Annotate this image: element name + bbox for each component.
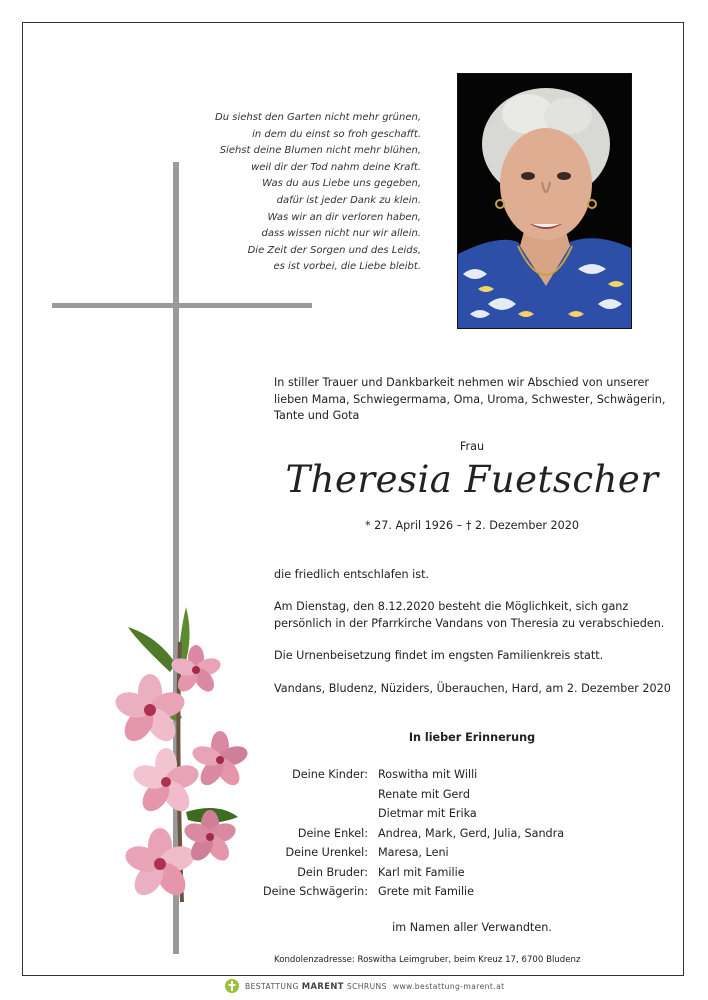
family-role: Deine Kinder: (292, 768, 368, 782)
signoff: im Namen aller Verwandten. (392, 921, 552, 934)
poem-line: weil dir der Tod nahm deine Kraft. (251, 161, 421, 173)
footer-town: SCHRUNS (346, 981, 387, 991)
paragraph-passed: die friedlich entschlafen ist. (274, 568, 430, 581)
family-role: Dein Bruder: (297, 865, 368, 879)
salutation: Frau (459, 440, 485, 453)
blossom (122, 828, 198, 901)
family-names: Karl mit Familie (378, 865, 465, 879)
poem-line: Du siehst den Garten nicht mehr grünen, (215, 112, 421, 123)
poem (195, 110, 421, 276)
footer (224, 976, 505, 996)
family-role: Deine Urenkel: (285, 846, 368, 860)
poem-line: dafür ist jeder Dank zu klein. (276, 194, 421, 206)
poem-line: Die Zeit der Sorgen und des Leids, (247, 244, 421, 256)
poem-line: in dem du einst so froh geschafft. (252, 128, 421, 140)
poem-line: Was du aus Liebe uns gegeben, (262, 178, 421, 190)
portrait-photo (457, 73, 632, 329)
footer-prefix: BESTATTUNG (245, 981, 299, 991)
poem-line: Siehst deine Blumen nicht mehr blühen, (219, 145, 421, 157)
family-names: Dietmar mit Erika (378, 807, 477, 821)
blossom (190, 731, 250, 789)
poem-line: Was wir an dir verloren haben, (267, 211, 421, 223)
blossom-branch-icon (108, 602, 258, 912)
paragraph-place-date: Vandans, Bludenz, Nüziders, Überauchen, Hard, am 2. Dezember 2020 (274, 682, 671, 695)
condolence-address: Kondolenzadresse: Roswitha Leimgruber, beim Kreuz 17, 6700 Bludenz (274, 955, 581, 965)
blossom (130, 748, 201, 816)
memory-heading: In lieber Erinnerung (408, 731, 536, 744)
family-names: Andrea, Mark, Gerd, Julia, Sandra (378, 826, 565, 840)
family-names: Roswitha mit Willi (378, 768, 478, 782)
funeral-home-logo-icon (224, 978, 240, 994)
deceased-name: Theresia Fuetscher (285, 458, 659, 501)
family-role: Deine Schwägerin: (262, 885, 368, 899)
footer-url[interactable]: www.bestattung-marent.at (392, 981, 505, 991)
cross-horizontal-beam (52, 303, 312, 308)
family-names: Maresa, Leni (378, 846, 449, 860)
family-names: Grete mit Familie (378, 885, 475, 899)
family-role: Deine Enkel: (297, 826, 368, 840)
footer-brand: MARENT (301, 981, 344, 991)
family-names: Renate mit Gerd (378, 787, 470, 801)
life-dates: * 27. April 1926 – † 2. Dezember 2020 (365, 519, 579, 532)
intro-text: In stiller Trauer und Dankbarkeit nehmen wir Abschied von unserer lieben Mama, Schwiegermama, Oma, Uroma, Schwester, Schwägerin, Tante und Gota (274, 376, 666, 423)
paragraph-burial: Die Urnenbeisetzung findet im engsten Familienkreis statt. (274, 649, 604, 662)
portrait-image (458, 74, 632, 329)
poem-line: dass wissen nicht nur wir allein. (261, 228, 421, 240)
paragraph-farewell: Am Dienstag, den 8.12.2020 besteht die Möglichkeit, sich ganz persönlich in der Pfarrkirche Vandans von Theresia zu verabschieden. (274, 600, 665, 630)
poem-line: es ist vorbei, die Liebe bleibt. (273, 261, 421, 273)
